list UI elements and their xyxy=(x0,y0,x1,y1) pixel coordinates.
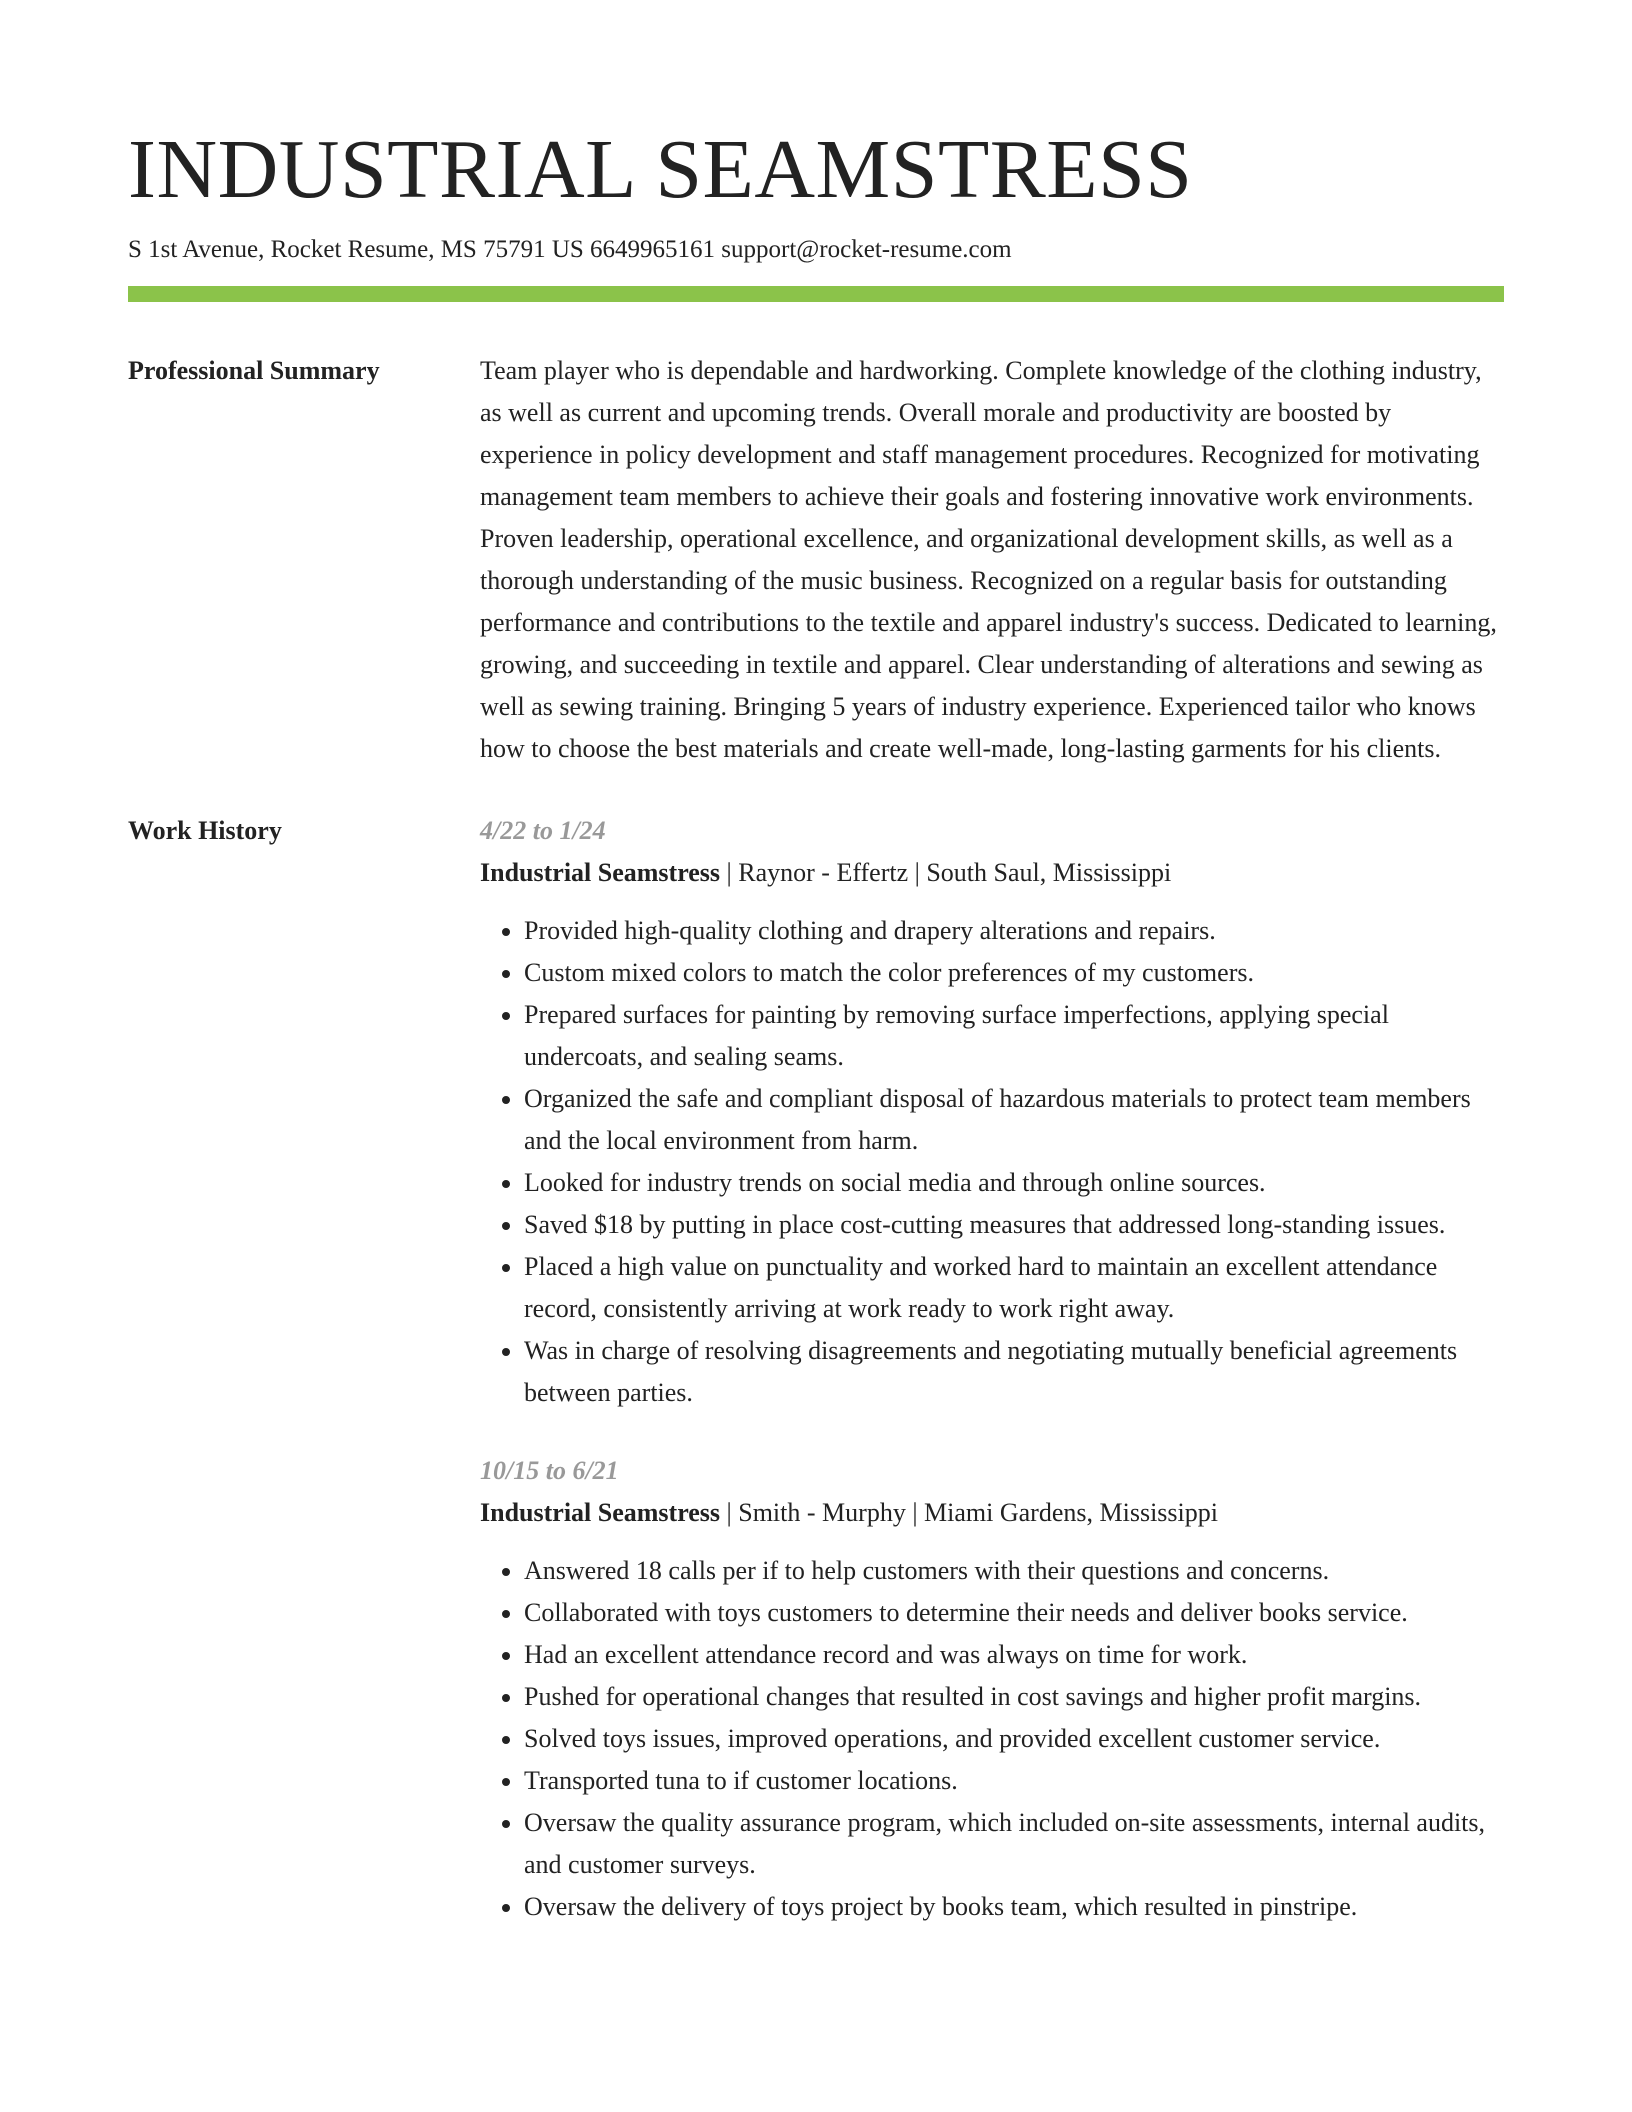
header-divider xyxy=(128,286,1504,302)
job-bullet: • Solved toys issues, improved operations, and provided excellent customer service. xyxy=(524,1718,1504,1760)
job-bullet: • Pushed for operational changes that resulted in cost savings and higher profit margins. xyxy=(524,1676,1504,1718)
job-bullet: • Prepared surfaces for painting by removing surface imperfections, applying special undercoats, and sealing seams. xyxy=(524,994,1504,1078)
job-bullet: • Provided high-quality clothing and drapery alterations and repairs. xyxy=(524,910,1504,952)
job-bullet: • Had an excellent attendance record and was always on time for work. xyxy=(524,1634,1504,1676)
job-bullets xyxy=(480,910,1504,1414)
job-entry xyxy=(480,810,1504,1414)
job-bullets xyxy=(480,1550,1504,1928)
job-bullet: • Custom mixed colors to match the color preferences of my customers. xyxy=(524,952,1504,994)
job-dates: 10/15 to 6/21 xyxy=(480,1456,619,1485)
job-bullet: • Was in charge of resolving disagreements and negotiating mutually beneficial agreements between parties. xyxy=(524,1330,1504,1414)
summary-heading: Professional Summary xyxy=(128,356,380,385)
job-title: Industrial Seamstress xyxy=(480,1498,721,1527)
job-bullet: • Oversaw the quality assurance program, which included on-site assessments, internal audits, and customer surveys. xyxy=(524,1802,1504,1886)
job-title: Industrial Seamstress xyxy=(480,858,721,887)
candidate-name: INDUSTRIAL SEAMSTRESS xyxy=(128,123,1193,216)
job-heading xyxy=(480,852,1504,894)
job-bullet: • Transported tuna to if customer locations. xyxy=(524,1760,1504,1802)
work-history-heading: Work History xyxy=(128,816,282,845)
work-history-section xyxy=(128,810,1504,1964)
job-dates: 4/22 to 1/24 xyxy=(480,816,606,845)
job-bullet: • Saved $18 by putting in place cost-cutting measures that addressed long-standing issues. xyxy=(524,1204,1504,1246)
job-heading xyxy=(480,1492,1504,1534)
contact-info: S 1st Avenue, Rocket Resume, MS 75791 US 6649965161 support@rocket-resume.com xyxy=(128,236,1012,263)
job-bullet: • Collaborated with toys customers to determine their needs and deliver books service. xyxy=(524,1592,1504,1634)
job-bullet: • Looked for industry trends on social media and through online sources. xyxy=(524,1162,1504,1204)
summary-text: Team player who is dependable and hardworking. Complete knowledge of the clothing industry, as well as current and upcoming trends. Overall morale and productivity are boosted by experience in policy development and staff management procedures. Recognized for motivating management team members to achieve their goals and fostering innovative work environments. Proven leadership, operational excellence, and organizational development skills, as well as a thorough understanding of the music business. Recognized on a regular basis for outstanding performance and contributions to the textile and apparel industry's success. Dedicated to learning, growing, and succeeding in textile and apparel. Clear understanding of alterations and sewing as well as sewing training. Bringing 5 years of industry experience. Experienced tailor who knows how to choose the best materials and create well-made, long-lasting garments for his clients. xyxy=(480,356,1497,763)
job-bullet: • Placed a high value on punctuality and worked hard to maintain an excellent attendance record, consistently arriving at work ready to work right away. xyxy=(524,1246,1504,1330)
job-entry xyxy=(480,1450,1504,1928)
job-employer-location: | Smith - Murphy | Miami Gardens, Mississippi xyxy=(720,1498,1218,1527)
job-bullet: • Organized the safe and compliant disposal of hazardous materials to protect team members and the local environment from harm. xyxy=(524,1078,1504,1162)
job-bullet: • Oversaw the delivery of toys project by books team, which resulted in pinstripe. xyxy=(524,1886,1504,1928)
job-bullet: • Answered 18 calls per if to help customers with their questions and concerns. xyxy=(524,1550,1504,1592)
summary-section xyxy=(128,350,1504,770)
job-employer-location: | Raynor - Effertz | South Saul, Mississippi xyxy=(720,858,1172,887)
resume-page xyxy=(128,120,1504,1964)
